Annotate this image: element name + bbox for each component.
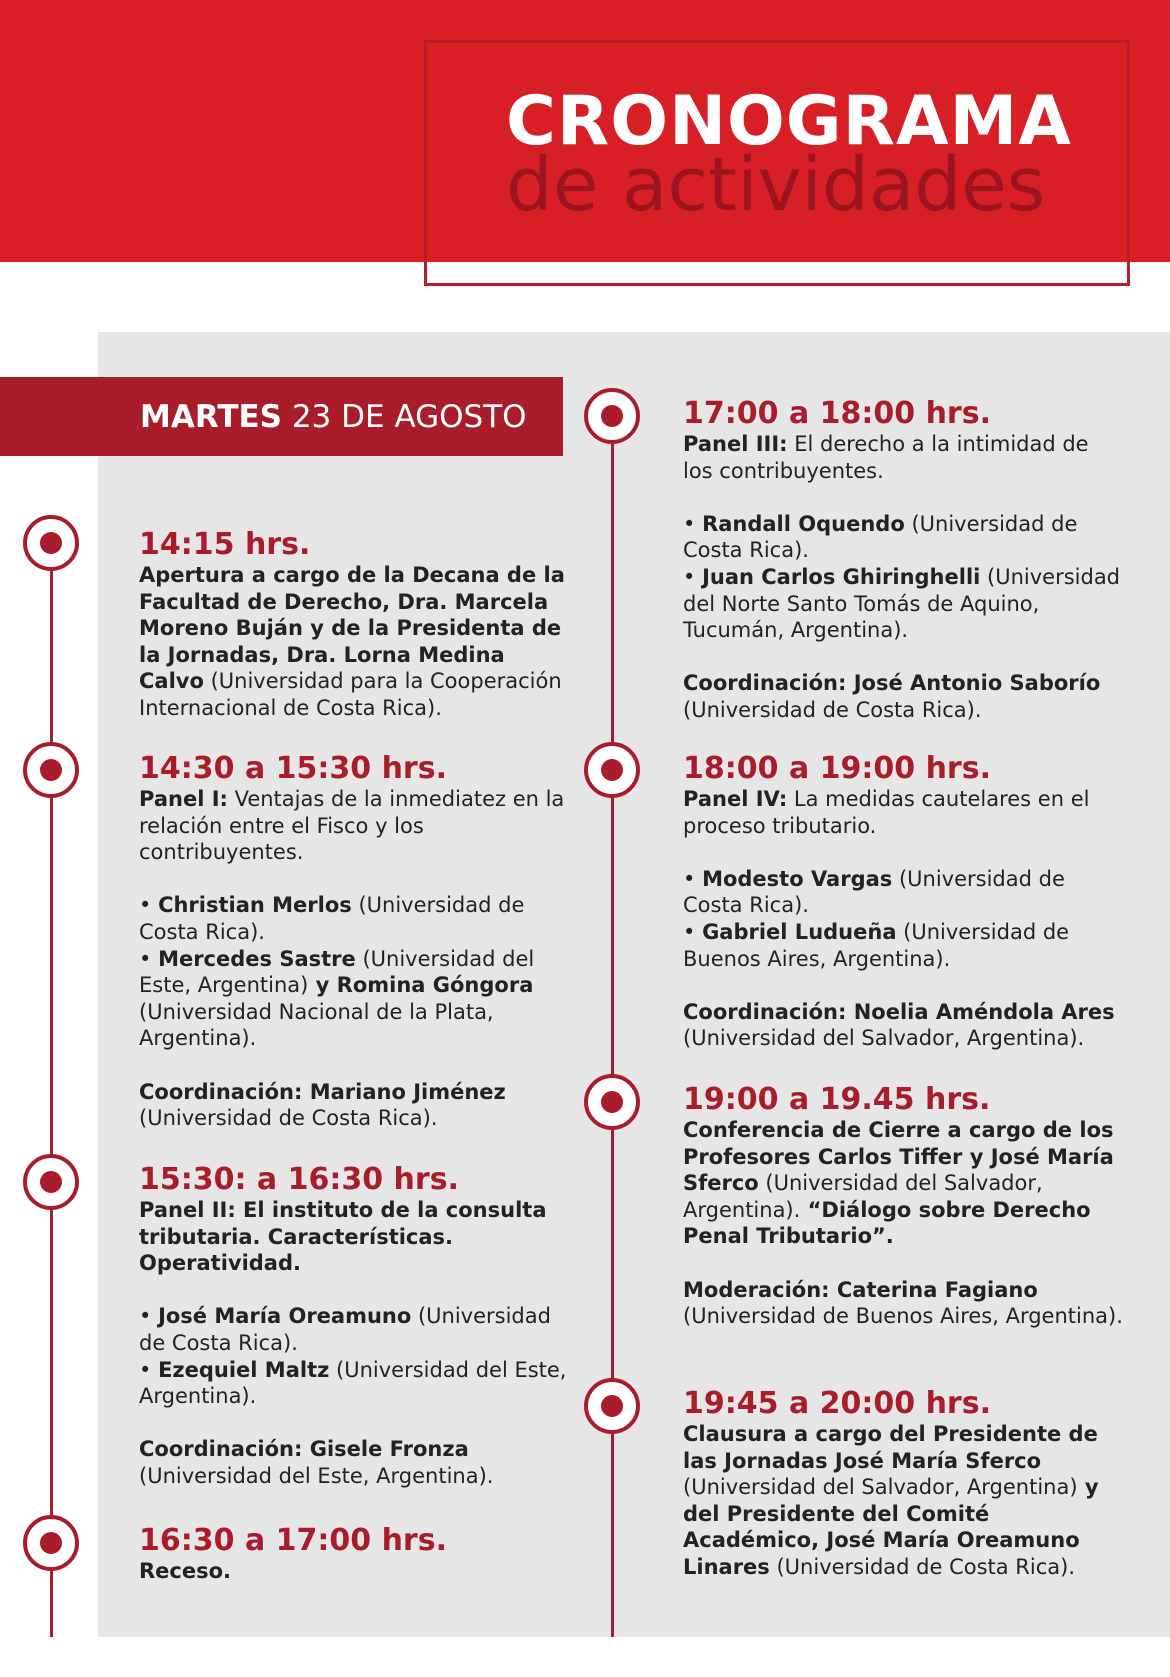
timeline-dot-icon — [583, 387, 641, 445]
timeline-dot-icon — [22, 1153, 80, 1211]
date-rest: 23 DE AGOSTO — [291, 399, 527, 435]
schedule-entry — [683, 752, 1123, 1052]
entry-text: Clausura a cargo del Presidente de las Jornadas José María Sferco (Universidad del Salvador, Argentina) y del Presidente del Comité Académico, José María Oreamuno Linares (Universidad de Costa Rica). — [683, 1422, 1099, 1579]
entry-speakers: • José María Oreamuno (Universidad de Costa Rica). • Ezequiel Maltz (Universidad del Este, Argentina). — [139, 1304, 567, 1409]
schedule-entry — [139, 1163, 571, 1490]
entry-speakers: • Christian Merlos (Universidad de Costa Rica). • Mercedes Sastre (Universidad del Este, Argentina) y Romina Góngora (Universidad Nacional de la Plata, Argentina). — [139, 893, 535, 1051]
date-day: MARTES — [140, 399, 282, 435]
entry-text: Conferencia de Cierre a cargo de los Profesores Carlos Tiffer y José María Sferco (Universidad del Salvador, Argentina). “Diálogo sobre Derecho Penal Tributario”. — [683, 1118, 1114, 1249]
entry-time: 19:45 a 20:00 hrs. — [683, 1386, 991, 1421]
entry-text: Receso. — [139, 1559, 232, 1583]
schedule-entry — [139, 528, 571, 722]
entry-moderation: Moderación: Caterina Fagiano (Universidad de Buenos Aires, Argentina). — [683, 1277, 1123, 1329]
entry-coordination: Coordinación: Gisele Fronza (Universidad del Este, Argentina). — [139, 1437, 494, 1488]
entry-speakers: • Randall Oquendo (Universidad de Costa Rica). • Juan Carlos Ghiringhelli (Universidad del Norte Santo Tomás de Aquino, Tucumán, Argentina). — [683, 511, 1121, 643]
schedule-entry — [139, 1524, 571, 1585]
entry-panel: Panel IV: La medidas cautelares en el proceso tributario. — [683, 787, 1090, 838]
timeline-dot-icon — [583, 741, 641, 799]
timeline-dot-icon — [22, 514, 80, 572]
page-title: CRONOGRAMA — [506, 82, 1072, 161]
entry-time: 14:15 hrs. — [139, 527, 311, 562]
entry-panel: Panel II: El instituto de la consulta tributaria. Características. Operatividad. — [139, 1198, 547, 1276]
entry-time: 15:30: a 16:30 hrs. — [139, 1162, 459, 1197]
schedule-entry — [683, 1387, 1123, 1581]
timeline-line-left — [50, 542, 53, 1637]
timeline-dot-icon — [583, 1073, 641, 1131]
schedule-entry — [683, 1083, 1123, 1330]
entry-panel: Panel I: Ventajas de la inmediatez en la relación entre el Fisco y los contribuyentes. — [139, 787, 565, 865]
entry-text: Apertura a cargo de la Decana de la Facultad de Derecho, Dra. Marcela Moreno Buján y de la Presidenta de la Jornadas, Dra. Lorna Medina Calvo (Universidad para la Cooperación Internacional de Costa Rica). — [139, 563, 565, 720]
entry-time: 16:30 a 17:00 hrs. — [139, 1523, 447, 1558]
timeline-dot-icon — [22, 1514, 80, 1572]
entry-time: 18:00 a 19:00 hrs. — [683, 751, 991, 786]
timeline-line-right — [611, 416, 614, 1637]
entry-time: 17:00 a 18:00 hrs. — [683, 396, 991, 431]
entry-time: 14:30 a 15:30 hrs. — [139, 751, 447, 786]
entry-coordination: Coordinación: Noelia Améndola Ares (Universidad del Salvador, Argentina). — [683, 999, 1115, 1051]
timeline-dot-icon — [22, 741, 80, 799]
date-label — [140, 399, 527, 435]
page-subtitle: de actividades — [506, 142, 1046, 228]
entry-coordination: Coordinación: José Antonio Saborío (Universidad de Costa Rica). — [683, 671, 1101, 722]
timeline-dot-icon — [583, 1377, 641, 1435]
entry-coordination: Coordinación: Mariano Jiménez (Universidad de Costa Rica). — [139, 1079, 506, 1131]
entry-panel: Panel III: El derecho a la intimidad de los contribuyentes. — [683, 432, 1089, 483]
schedule-entry — [683, 397, 1123, 724]
entry-speakers: • Modesto Vargas (Universidad de Costa Rica). • Gabriel Ludueña (Universidad de Buenos Aires, Argentina). — [683, 866, 1070, 971]
entry-time: 19:00 a 19.45 hrs. — [683, 1082, 991, 1117]
schedule-entry — [139, 752, 571, 1132]
